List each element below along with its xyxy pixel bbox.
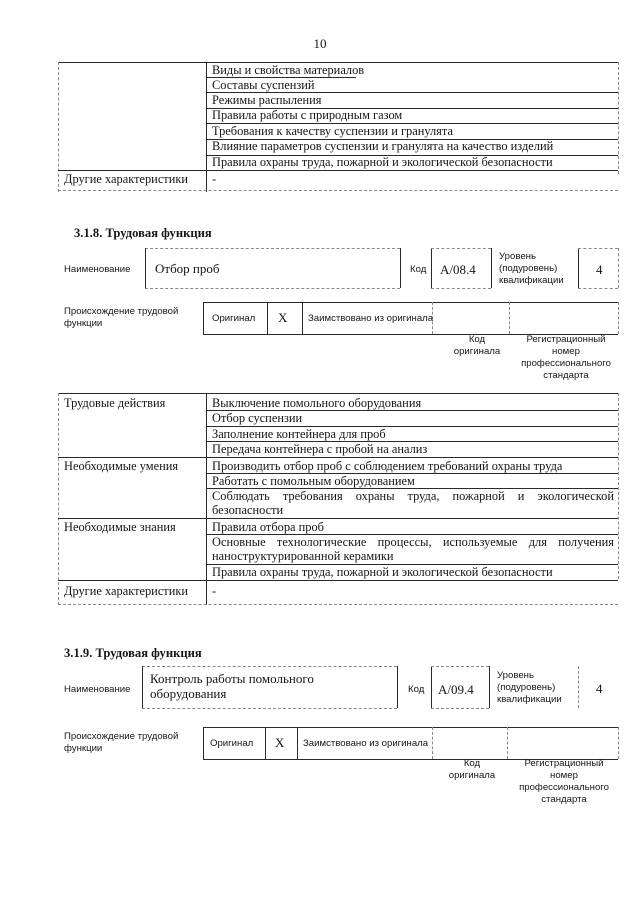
code-label: Код <box>410 264 427 275</box>
labor-action-item: Выключение помольного оборудования <box>212 396 422 410</box>
level-label-line: (подуровень) <box>497 682 556 693</box>
function-name-line: оборудования <box>150 686 227 701</box>
skill-item: Производить отбор проб с соблюдением требований охраны труда <box>212 459 563 473</box>
skill-item: Работать с помольным оборудованием <box>212 474 415 488</box>
level-value: 4 <box>596 262 603 277</box>
borrowed-label: Заимствовано из оригинала <box>303 738 429 749</box>
level-value: 4 <box>596 681 603 696</box>
name-label: Наименование <box>64 684 131 695</box>
origin-label-line: Происхождение трудовой <box>64 731 179 742</box>
labor-actions-label: Трудовые действия <box>64 396 166 410</box>
registration-number-label <box>508 758 620 806</box>
other-characteristics-value: - <box>212 172 217 186</box>
registration-number-line: стандарта <box>543 370 589 381</box>
origin-label-line: Происхождение трудовой <box>64 306 179 317</box>
skill-item: Соблюдать требования охраны труда, пожарной и экологической безопасности <box>212 489 614 517</box>
registration-number-line: Регистрационный <box>524 758 604 769</box>
knowledge-item: Правила отбора проб <box>212 520 324 534</box>
original-label: Оригинал <box>212 313 256 324</box>
registration-number-line: номер <box>550 770 578 781</box>
origin-label <box>64 306 178 330</box>
function-name <box>150 671 314 701</box>
function-name: Отбор проб <box>155 261 220 276</box>
labor-action-item: Заполнение контейнера для проб <box>212 427 386 441</box>
section-heading: 3.1.9. Трудовая функция <box>64 646 202 660</box>
origin-label-line: функции <box>64 318 103 329</box>
name-label: Наименование <box>64 264 131 275</box>
level-label-line: квалификации <box>499 275 564 286</box>
code-of-original-label <box>440 334 514 358</box>
knowledge-item: Составы суспензий <box>212 78 315 92</box>
registration-number-line: номер <box>552 346 580 357</box>
registration-number-line: профессионального <box>519 782 609 793</box>
registration-number-line: стандарта <box>541 794 587 805</box>
registration-number-label <box>510 334 622 382</box>
knowledge-item: Правила охраны труда, пожарной и экологической безопасности <box>212 565 553 579</box>
original-label: Оригинал <box>210 738 254 749</box>
knowledge-item: Влияние параметров суспензии и гранулята на качество изделий <box>212 139 554 153</box>
code-of-original-label <box>435 758 509 782</box>
knowledge-item: Режимы распыления <box>212 93 322 107</box>
skills-label: Необходимые умения <box>64 459 179 473</box>
level-label-line: Уровень <box>497 670 534 681</box>
code-of-original-line: Код <box>468 334 486 345</box>
code-of-original-line: оригинала <box>448 770 496 781</box>
original-mark: X <box>275 735 285 750</box>
level-label-line: Уровень <box>499 251 536 262</box>
labor-action-item: Передача контейнера с пробой на анализ <box>212 442 428 456</box>
section-heading: 3.1.8. Трудовая функция <box>74 226 212 240</box>
code-label: Код <box>408 684 425 695</box>
level-label <box>497 670 562 706</box>
registration-number-line: Регистрационный <box>526 334 606 345</box>
other-characteristics-label: Другие характеристики <box>64 584 189 598</box>
page-number: 10 <box>313 36 327 51</box>
registration-number-line: профессионального <box>521 358 611 369</box>
origin-label <box>64 731 178 755</box>
knowledge-item: Правила работы с природным газом <box>212 108 403 122</box>
labor-action-item: Отбор суспензии <box>212 411 303 425</box>
function-code: A/09.4 <box>438 682 474 697</box>
level-label-line: квалификации <box>497 694 562 705</box>
code-of-original-line: оригинала <box>453 346 501 357</box>
function-code: A/08.4 <box>440 262 476 277</box>
original-mark: X <box>278 310 288 325</box>
other-characteristics-label: Другие характеристики <box>64 172 189 186</box>
knowledge-item: Требования к качеству суспензии и гранулята <box>212 124 453 138</box>
level-label-line: (подуровень) <box>499 263 558 274</box>
origin-label-line: функции <box>64 743 103 754</box>
other-characteristics-value: - <box>212 584 217 598</box>
borrowed-label: Заимствовано из оригинала <box>308 313 434 324</box>
level-label <box>499 251 564 287</box>
knowledge-item: Правила охраны труда, пожарной и экологической безопасности <box>212 155 553 169</box>
knowledge-item: Основные технологические процессы, используемые для получения наноструктурированной керамики <box>212 535 614 563</box>
code-of-original-line: Код <box>463 758 481 769</box>
function-name-line: Контроль работы помольного <box>150 671 314 686</box>
knowledge-label: Необходимые знания <box>64 520 176 534</box>
knowledge-item: Виды и свойства материалов <box>212 63 365 77</box>
